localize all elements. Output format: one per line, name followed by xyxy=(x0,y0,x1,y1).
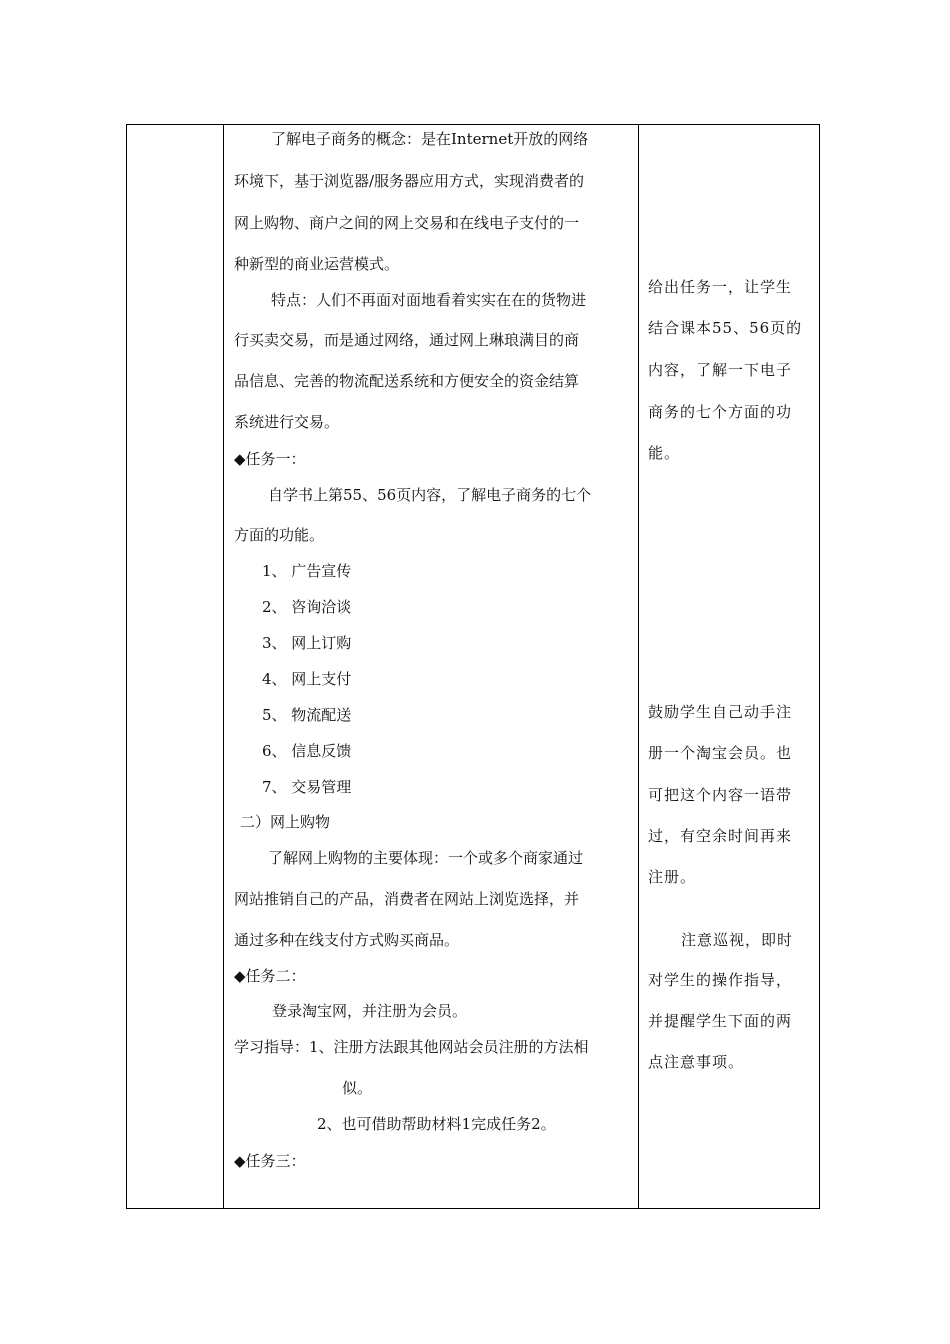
note2-line-4: 过，有空余时间再来 xyxy=(648,827,793,845)
note3-line-1: 注意巡视，即时 xyxy=(681,931,794,949)
note2-line-5: 注册。 xyxy=(648,868,697,886)
note2-line-1: 鼓励学生自己动手注 xyxy=(648,703,793,721)
function-item: 7、 交易管理 xyxy=(262,778,352,796)
guide-line-1: 学习指导：1、注册方法跟其他网站会员注册的方法相 xyxy=(234,1038,589,1056)
task1-heading: ◆任务一： xyxy=(234,450,306,468)
task1-text-line-1: 自学书上第55、56页内容，了解电子商务的七个 xyxy=(268,486,592,504)
function-item: 2、 咨询洽谈 xyxy=(262,598,352,616)
function-item: 1、 广告宣传 xyxy=(262,562,352,580)
concept-line-4: 种新型的商业运营模式。 xyxy=(234,255,400,273)
concept-line-2: 环境下，基于浏览器/服务器应用方式，实现消费者的 xyxy=(234,172,585,190)
task2-text: 登录淘宝网，并注册为会员。 xyxy=(272,1002,468,1020)
note2-line-2: 册一个淘宝会员。也 xyxy=(648,744,793,762)
note1-line-2: 结合课本55、56页的 xyxy=(648,319,803,337)
features-line-3: 品信息、完善的物流配送系统和方便安全的资金结算 xyxy=(234,372,580,390)
features-line-1: 特点：人们不再面对面地看着实实在在的货物进 xyxy=(271,291,587,309)
function-item: 5、 物流配送 xyxy=(262,706,352,724)
note3-line-3: 并提醒学生下面的两 xyxy=(648,1012,793,1030)
section2-heading: 二）网上购物 xyxy=(240,813,331,831)
function-item: 6、 信息反馈 xyxy=(262,742,352,760)
concept-line-1: 了解电子商务的概念：是在Internet开放的网络 xyxy=(271,130,589,148)
lesson-plan-table xyxy=(126,124,820,1209)
note1-line-1: 给出任务一，让学生 xyxy=(648,278,793,296)
function-item: 4、 网上支付 xyxy=(262,670,352,688)
task3-heading: ◆任务三： xyxy=(234,1152,306,1170)
task1-text-line-2: 方面的功能。 xyxy=(234,526,325,544)
note2-line-3: 可把这个内容一语带 xyxy=(648,786,793,804)
note3-line-2: 对学生的操作指导， xyxy=(648,971,793,989)
features-line-4: 系统进行交易。 xyxy=(234,413,340,431)
function-item: 3、 网上订购 xyxy=(262,634,352,652)
note1-line-3: 内容，了解一下电子 xyxy=(648,361,793,379)
note1-line-4: 商务的七个方面的功 xyxy=(648,403,793,421)
shopping-line-2: 网站推销自己的产品，消费者在网站上浏览选择，并 xyxy=(234,890,580,908)
concept-line-3: 网上购物、商户之间的网上交易和在线电子支付的一 xyxy=(234,214,580,232)
shopping-line-1: 了解网上购物的主要体现：一个或多个商家通过 xyxy=(268,849,584,867)
guide-line-2: 似。 xyxy=(342,1079,373,1097)
note1-line-5: 能。 xyxy=(648,444,681,462)
features-line-2: 行买卖交易，而是通过网络，通过网上琳琅满目的商 xyxy=(234,331,580,349)
left-column xyxy=(127,125,224,1208)
guide-line-3: 2、也可借助帮助材料1完成任务2。 xyxy=(317,1115,556,1133)
shopping-line-3: 通过多种在线支付方式购买商品。 xyxy=(234,931,460,949)
notes-column xyxy=(639,125,819,1208)
content-column xyxy=(224,125,639,1208)
task2-heading: ◆任务二： xyxy=(234,967,306,985)
note3-line-4: 点注意事项。 xyxy=(648,1053,745,1071)
